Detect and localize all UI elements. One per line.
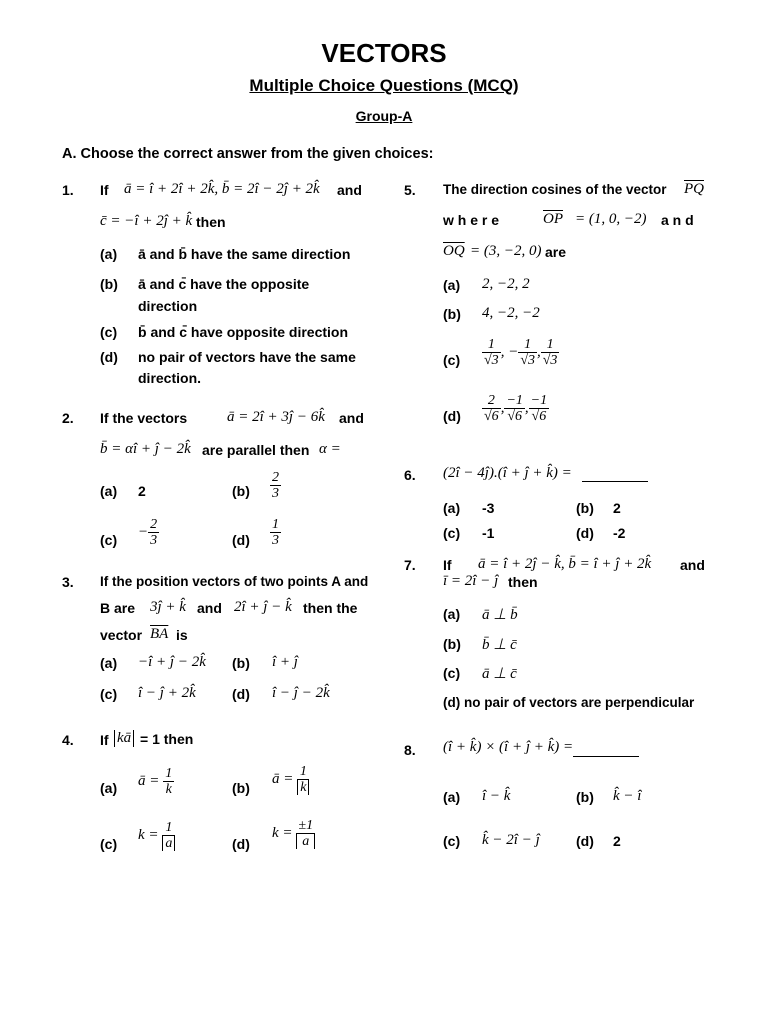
option-fraction: ā = $\frac{1}{k}$ bbox=[272, 764, 309, 795]
question-math: α = bbox=[319, 441, 341, 457]
question-math: ī = 2î − ĵ bbox=[443, 573, 499, 589]
question-math: 3ĵ + k̂ bbox=[150, 599, 186, 615]
option-math: k̂ − 2î − ĵ bbox=[482, 832, 540, 848]
question-math: b̄ = αî + ĵ − 2k̂ bbox=[100, 441, 191, 457]
question-math: $\overline{PQ}$ bbox=[684, 181, 704, 197]
question-text: If bbox=[100, 732, 109, 748]
option-text: ā and b̄ have the same direction bbox=[138, 246, 351, 262]
question-number: 3. bbox=[62, 574, 74, 590]
option-label: (b) bbox=[232, 780, 250, 796]
question-text: The direction cosines of the vector bbox=[443, 182, 667, 197]
question-text: then the bbox=[303, 600, 358, 616]
option-math: î + ĵ bbox=[272, 654, 298, 670]
option-label: (c) bbox=[443, 665, 461, 681]
question-text: and bbox=[680, 557, 705, 573]
option-text: direction bbox=[138, 298, 198, 314]
question-text: and bbox=[197, 600, 222, 616]
option-label: (c) bbox=[100, 836, 118, 852]
option-fraction: $\frac{1}{3}$ bbox=[272, 517, 279, 548]
option-label: (c) bbox=[443, 352, 461, 368]
question-math: ā = î + 2ĵ − k̂, b̄ = î + ĵ + 2k̂ bbox=[478, 556, 652, 572]
question-math: ā = î + 2î + 2k̂, b̄ = 2î − 2ĵ + 2k̂ bbox=[124, 181, 320, 197]
question-math: kā bbox=[114, 730, 134, 747]
option-math: ā ⊥ c̄ bbox=[482, 666, 517, 682]
question-text: is bbox=[176, 627, 188, 643]
question-math: ā = 2î + 3ĵ − 6k̂ bbox=[227, 409, 325, 425]
option-label: (c) bbox=[100, 324, 118, 340]
question-math: $\overline{BA}$ bbox=[150, 626, 169, 642]
option-label: (a) bbox=[443, 500, 461, 516]
question-number: 8. bbox=[404, 742, 416, 758]
question-number: 4. bbox=[62, 732, 74, 748]
option-value: -2 bbox=[613, 525, 626, 541]
answer-blank bbox=[573, 744, 639, 757]
answer-blank bbox=[582, 469, 648, 482]
option-label: (a) bbox=[100, 655, 118, 671]
option-label: (d) bbox=[100, 349, 118, 365]
option-label: (b) bbox=[232, 483, 250, 499]
option-math: k̂ − î bbox=[613, 788, 642, 804]
option-label: (d) bbox=[576, 833, 594, 849]
question-math: $\overline{OP}$ bbox=[543, 211, 563, 227]
option-label: (c) bbox=[443, 525, 461, 541]
question-math: $\overline{OQ}$ bbox=[443, 243, 465, 259]
option-text: no pair of vectors have the same bbox=[138, 349, 356, 365]
option-label: (d) bbox=[232, 686, 250, 702]
page-title: VECTORS bbox=[321, 38, 447, 68]
instruction: A. Choose the correct answer from the given choices: bbox=[62, 146, 434, 162]
option-text: b̄ and c̄ have opposite direction bbox=[138, 324, 349, 340]
question-math: 2î + ĵ − k̂ bbox=[234, 599, 292, 615]
option-label: (b) bbox=[232, 655, 250, 671]
option-fraction: $\frac{1}{√3}$ , − $\frac{1}{√3}$ , $\frac{1}{√3}$ bbox=[484, 337, 558, 368]
option-math: î − ĵ − 2k̂ bbox=[272, 685, 330, 701]
question-math: (î + k̂) × (î + ĵ + k̂) = bbox=[443, 739, 574, 755]
option-label: (d) bbox=[443, 408, 461, 424]
option-label: (a) bbox=[100, 483, 118, 499]
option-label: (b) bbox=[100, 276, 118, 292]
question-text: and bbox=[339, 410, 364, 426]
question-math: c̄ = −î + 2ĵ + k̂ bbox=[100, 213, 193, 229]
question-text: B are bbox=[100, 600, 136, 616]
option-fraction: − $\frac{2}{3}$ bbox=[138, 517, 158, 548]
option-math: −î + ĵ − 2k̂ bbox=[138, 654, 206, 670]
option-value: 2 bbox=[613, 833, 621, 849]
option-label: (c) bbox=[100, 686, 118, 702]
option-value: 2 bbox=[138, 483, 146, 499]
question-text: If the position vectors of two points A and bbox=[100, 574, 369, 589]
option-label: (a) bbox=[100, 780, 118, 796]
question-number: 5. bbox=[404, 182, 416, 198]
option-fraction: k = $\frac{1}{a}$ bbox=[138, 820, 175, 851]
option-label: (d) bbox=[232, 532, 250, 548]
option-fraction: $\frac{2}{3}$ bbox=[272, 470, 279, 501]
option-math: 2, −2, 2 bbox=[482, 276, 530, 292]
question-text: If bbox=[443, 557, 452, 573]
option-fraction: $\frac{2}{√6}$ , $\frac{-1}{√6}$ , $\frac{-1}{√6}$ bbox=[484, 393, 548, 424]
question-number: 1. bbox=[62, 182, 74, 198]
question-number: 6. bbox=[404, 467, 416, 483]
question-text: and bbox=[337, 182, 362, 198]
page-subtitle: Multiple Choice Questions (MCQ) bbox=[249, 76, 519, 95]
question-text: are bbox=[545, 244, 567, 260]
option-label: (b) bbox=[443, 306, 461, 322]
question-text: vector bbox=[100, 627, 143, 643]
question-text: If the vectors bbox=[100, 410, 188, 426]
option-label: (b) bbox=[576, 789, 594, 805]
question-number: 7. bbox=[404, 557, 416, 573]
group-heading: Group-A bbox=[355, 108, 413, 124]
question-text: a n d bbox=[661, 212, 694, 228]
option-label: (c) bbox=[443, 833, 461, 849]
option-label: (a) bbox=[443, 606, 461, 622]
option-label: (c) bbox=[100, 532, 118, 548]
option-fraction: k = $\frac{\pm 1}{a}$ bbox=[272, 818, 314, 849]
question-text: are parallel then bbox=[202, 442, 310, 458]
option-math: î − ĵ + 2k̂ bbox=[138, 685, 196, 701]
option-text: direction. bbox=[138, 370, 202, 386]
question-number: 2. bbox=[62, 410, 74, 426]
question-text: then bbox=[196, 214, 226, 230]
question-math: = (1, 0, −2) bbox=[575, 211, 647, 227]
option-label: (d) bbox=[576, 525, 594, 541]
option-text: (d) no pair of vectors are perpendicular bbox=[443, 695, 695, 710]
option-label: (a) bbox=[100, 246, 118, 262]
option-fraction: ā = $\frac{1}{k}$ bbox=[138, 766, 173, 797]
option-math: î − k̂ bbox=[482, 788, 511, 804]
option-text: ā and c̄ have the opposite bbox=[138, 276, 310, 292]
question-text: = 1 then bbox=[140, 731, 194, 747]
option-math: 4, −2, −2 bbox=[482, 305, 540, 321]
option-label: (a) bbox=[443, 277, 461, 293]
option-label: (a) bbox=[443, 789, 461, 805]
question-text: If bbox=[100, 182, 109, 198]
question-text: w h e r e bbox=[443, 212, 500, 228]
option-math: b̄ ⊥ c̄ bbox=[482, 637, 517, 653]
option-label: (b) bbox=[443, 636, 461, 652]
option-value: -3 bbox=[482, 500, 495, 516]
question-text: then bbox=[508, 574, 538, 590]
option-label: (d) bbox=[232, 836, 250, 852]
question-math: = (3, −2, 0) bbox=[470, 243, 542, 259]
option-value: -1 bbox=[482, 525, 495, 541]
option-label: (b) bbox=[576, 500, 594, 516]
option-math: ā ⊥ b̄ bbox=[482, 607, 518, 623]
option-value: 2 bbox=[613, 500, 621, 516]
question-math: (2î − 4ĵ).(î + ĵ + k̂) = bbox=[443, 465, 572, 481]
